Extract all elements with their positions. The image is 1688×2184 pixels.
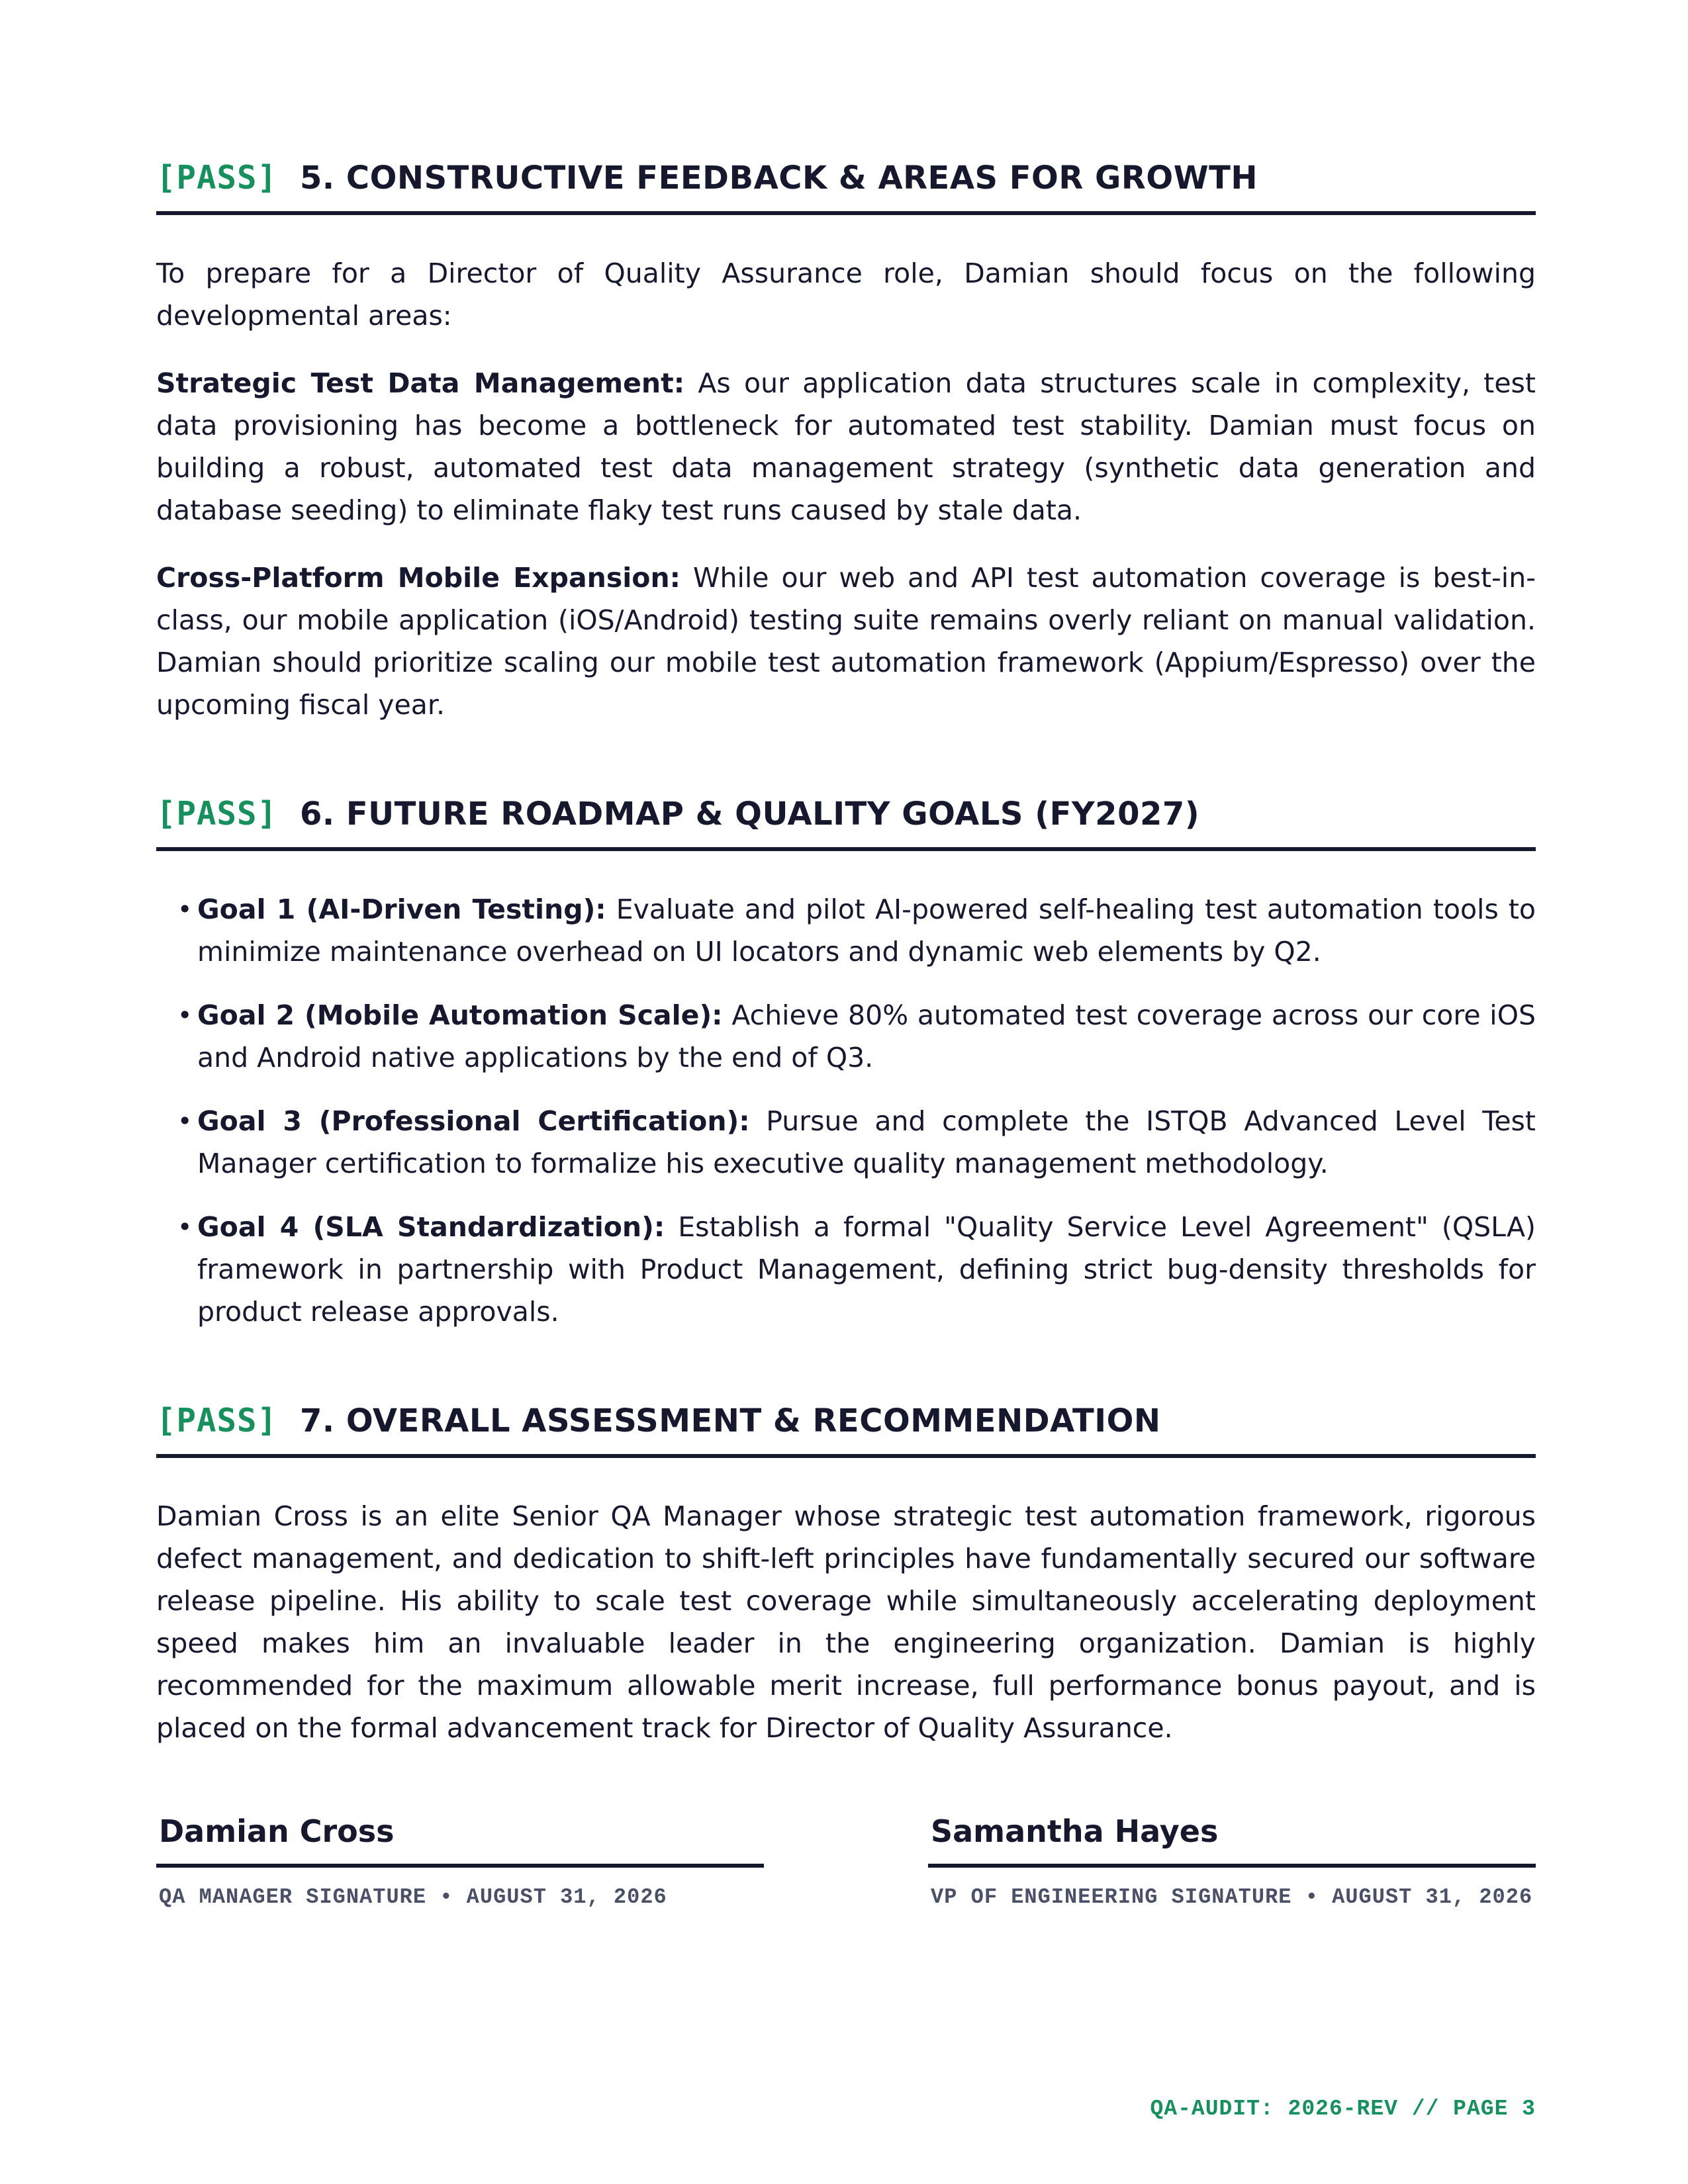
section-header <box>156 1402 1536 1458</box>
section-title: 7. OVERALL ASSESSMENT & RECOMMENDATION <box>300 1402 1161 1439</box>
feedback-text: While our web and API test automation coverage is best-in-class, our mobile application (iOS/Android) testing suite remains overly reliant on manual validation. Damian should prioritize scaling our mobile test automation framework (Appium/Espresso) over the upcoming fiscal year. <box>156 562 1536 721</box>
section-overall-assessment <box>156 1402 1536 1749</box>
section-constructive-feedback <box>156 159 1536 726</box>
feedback-item <box>156 362 1536 531</box>
feedback-label: Strategic Test Data Management: <box>156 367 685 399</box>
signature-caption: QA MANAGER SIGNATURE • AUGUST 31, 2026 <box>159 1885 667 1909</box>
signature-caption: VP OF ENGINEERING SIGNATURE • AUGUST 31, 2026 <box>931 1885 1533 1909</box>
goal-item <box>156 994 1536 1079</box>
pass-tag: [PASS] <box>156 159 278 197</box>
goal-text: Achieve 80% automated test coverage across our core iOS and Android native applications by the end of Q3. <box>197 999 1536 1073</box>
section-future-roadmap <box>156 795 1536 1333</box>
feedback-text: As our application data structures scale in complexity, test data provisioning has become a bottleneck for automated test stability. Damian must focus on building a robust, automated test data management strategy (synthetic data generation and database seeding) to eliminate flaky test runs caused by stale data. <box>156 367 1536 526</box>
feedback-label: Cross-Platform Mobile Expansion: <box>156 562 681 594</box>
goal-text: Evaluate and pilot AI-powered self-healing test automation tools to minimize maintenance overhead on UI locators and dynamic web elements by Q2. <box>197 893 1536 968</box>
section-intro: To prepare for a Director of Quality Assurance role, Damian should focus on the following developmental areas: <box>156 257 1536 332</box>
section-header <box>156 159 1536 215</box>
goal-text: Establish a formal "Quality Service Level Agreement" (QSLA) framework in partnership with Product Management, defining strict bug-density thresholds for product release approvals. <box>197 1211 1536 1328</box>
pass-tag: [PASS] <box>156 1402 278 1439</box>
pass-tag: [PASS] <box>156 795 278 833</box>
signature-qa-manager <box>156 1813 764 1909</box>
page-footer: QA-AUDIT: 2026-REV // PAGE 3 <box>1150 2097 1536 2121</box>
feedback-item <box>156 557 1536 726</box>
signer-name: Damian Cross <box>156 1813 764 1868</box>
signature-vp-engineering <box>928 1813 1536 1909</box>
goals-list <box>156 888 1536 1333</box>
signature-block <box>156 1813 1536 1909</box>
goal-label: Goal 2 (Mobile Automation Scale): <box>197 999 723 1031</box>
goal-item <box>156 1206 1536 1333</box>
goal-text: Pursue and complete the ISTQB Advanced Level Test Manager certification to formalize his executive quality management methodology. <box>197 1105 1536 1179</box>
goal-label: Goal 4 (SLA Standardization): <box>197 1211 665 1243</box>
goal-item <box>156 888 1536 973</box>
document-page <box>156 159 1536 1818</box>
signer-name: Samantha Hayes <box>928 1813 1536 1868</box>
section-title: 5. CONSTRUCTIVE FEEDBACK & AREAS FOR GROWTH <box>300 159 1258 197</box>
goal-item <box>156 1100 1536 1185</box>
section-title: 6. FUTURE ROADMAP & QUALITY GOALS (FY2027) <box>300 796 1200 833</box>
goal-label: Goal 3 (Professional Certification): <box>197 1105 750 1137</box>
assessment-body: Damian Cross is an elite Senior QA Manager whose strategic test automation framework, rigorous defect management, and dedication to shift-left principles have fundamentally secured our software release pipeline. His ability to scale test coverage while simultaneously accelerating deployment speed makes him an invaluable leader in the engineering organization. Damian is highly recommended for the maximum allowable merit increase, full performance bonus payout, and is placed on the formal advancement track for Director of Quality Assurance. <box>156 1500 1536 1744</box>
section-header <box>156 795 1536 851</box>
goal-label: Goal 1 (AI-Driven Testing): <box>197 893 606 925</box>
